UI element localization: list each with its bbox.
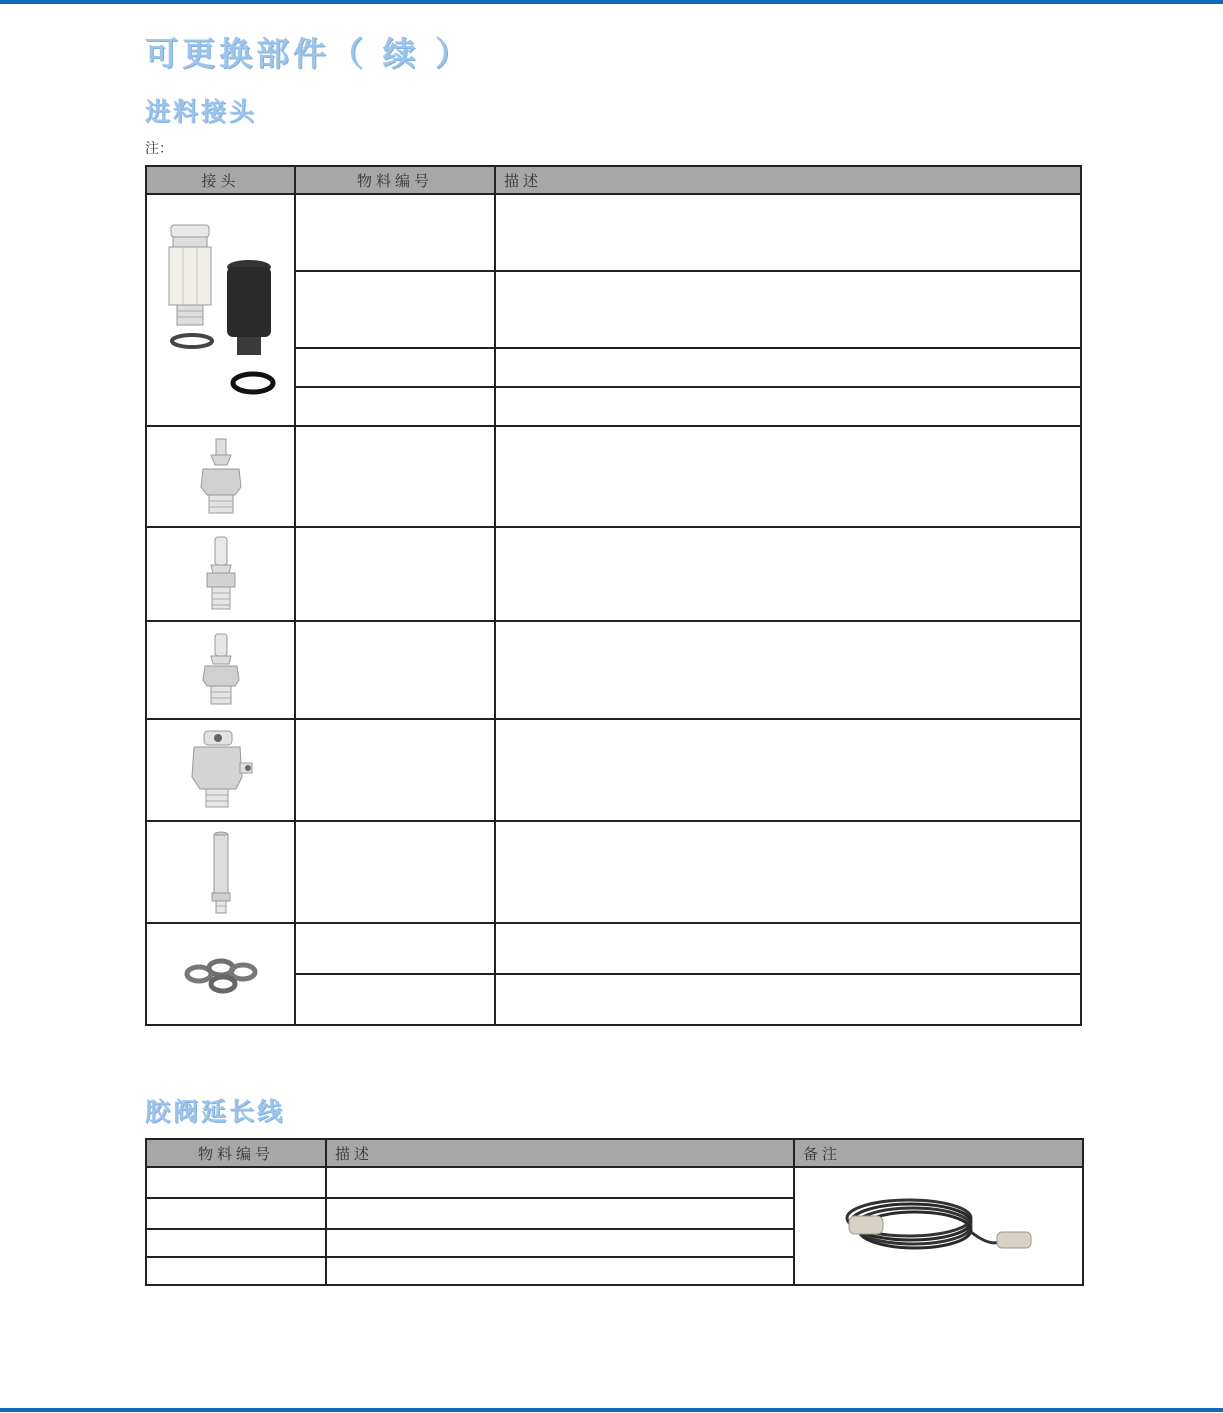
part-number-cell [295,194,495,271]
barbed-fitting-icon [191,437,251,517]
table-row [146,719,1081,821]
description-cell [495,821,1081,923]
description-cell [326,1198,794,1229]
section-heading-feed-fittings: 进料接头 [145,97,258,126]
part-number-cell [295,621,495,719]
fitting-image-cell [146,621,295,719]
top-rule [0,0,1223,4]
description-cell [495,426,1081,527]
short-barbed-fitting-icon [199,632,243,708]
swivel-elbow-fitting-icon [186,727,256,813]
feed-fittings-table [145,165,1082,1026]
part-number-cell [295,923,495,974]
fitting-image-cell [146,426,295,527]
description-cell [495,527,1081,621]
header-part-number: 物料编号 [146,1139,326,1167]
part-number-cell [295,271,495,348]
table-row [146,621,1081,719]
table-header-row [146,166,1081,194]
fitting-image-cell [146,923,295,1025]
part-number-cell [295,821,495,923]
washers-icon [181,954,261,994]
coiled-extension-cable-icon [839,1186,1039,1266]
fitting-image-cell [146,719,295,821]
extension-cable-table [145,1138,1084,1286]
part-number-cell [295,974,495,1025]
description-cell [326,1229,794,1257]
long-barbed-fitting-icon [201,535,241,613]
table-row [146,821,1081,923]
description-cell [326,1167,794,1198]
fitting-image-cell [146,527,295,621]
table-row [146,194,1081,271]
description-cell [495,719,1081,821]
part-number-cell [146,1198,326,1229]
description-cell [495,923,1081,974]
page-title: 可更换部件（ 续 ） [145,34,472,73]
part-number-cell [146,1229,326,1257]
extension-tube-fitting-icon [203,829,239,915]
description-cell [495,194,1081,271]
table-row [146,527,1081,621]
fitting-kit-with-orings-icon [161,223,281,398]
description-cell [495,974,1081,1025]
section-heading-valve-extension-cable: 胶阀延长线 [145,1097,286,1126]
part-number-cell [146,1167,326,1198]
part-number-cell [295,426,495,527]
header-description: 描述 [495,166,1081,194]
description-cell [495,387,1081,426]
part-number-cell [295,719,495,821]
part-number-cell [295,527,495,621]
fitting-image-cell [146,821,295,923]
table-row [146,923,1081,974]
remark-image-cell [794,1167,1083,1285]
description-cell [326,1257,794,1285]
header-part-number: 物料编号 [295,166,495,194]
part-number-cell [295,387,495,426]
description-cell [495,348,1081,387]
fitting-image-cell [146,194,295,426]
bottom-rule [0,1408,1223,1412]
part-number-cell [146,1257,326,1285]
description-cell [495,271,1081,348]
header-fitting: 接头 [146,166,295,194]
table-row [146,1167,1083,1198]
note-label: 注： [145,141,173,157]
header-remarks: 备注 [794,1139,1083,1167]
part-number-cell [295,348,495,387]
description-cell [495,621,1081,719]
table-header-row [146,1139,1083,1167]
header-description: 描述 [326,1139,794,1167]
table-row [146,426,1081,527]
